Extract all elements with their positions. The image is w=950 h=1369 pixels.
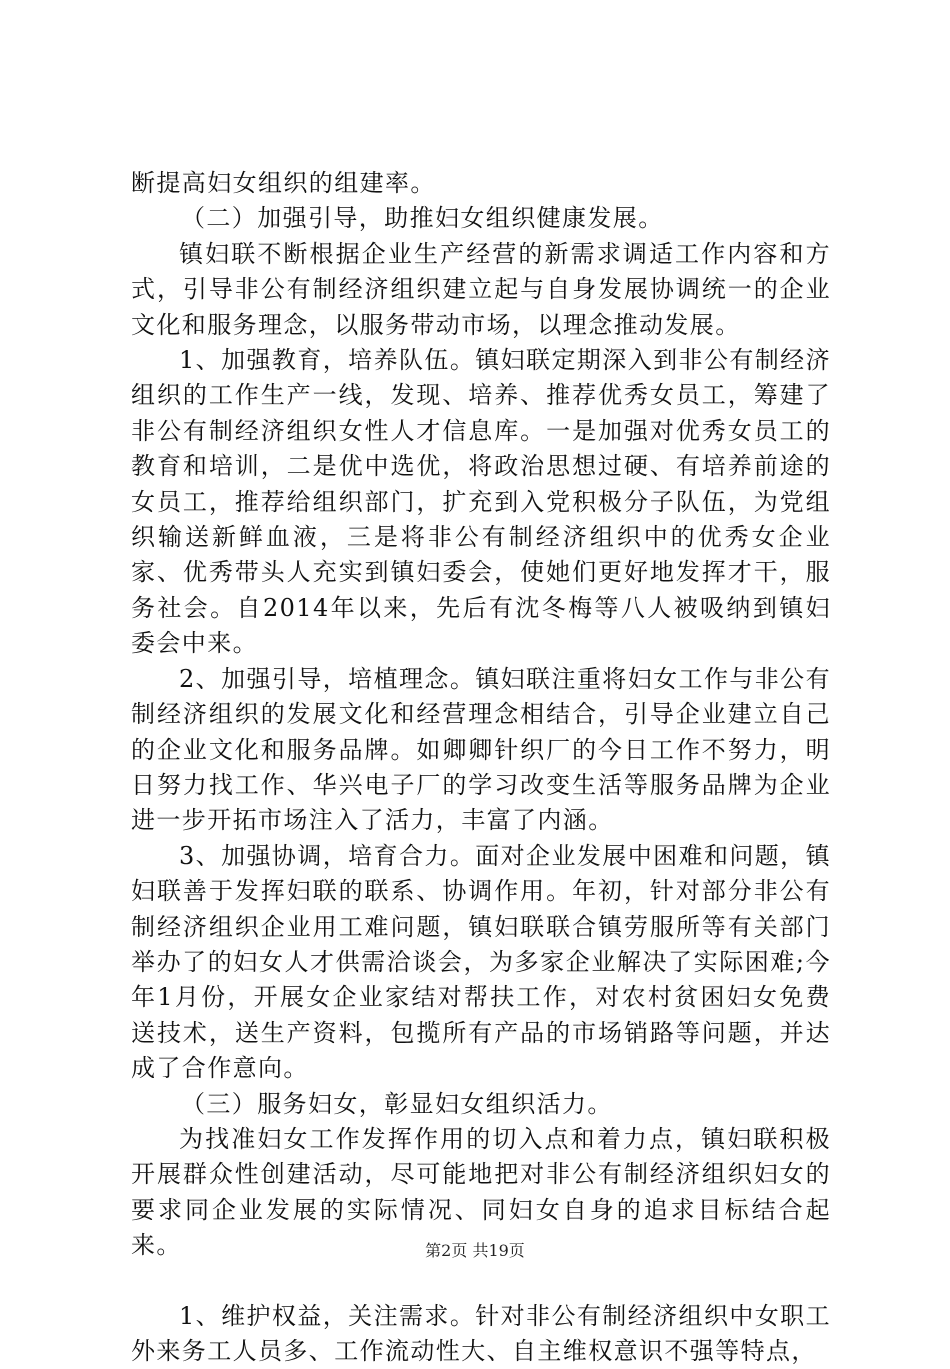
paragraph-coordination: 3、加强协调，培育合力。面对企业发展中困难和问题，镇妇联善于发挥妇联的联系、协调作用。年初，针对部分非公有制经济组织企业用工难问题，镇妇联联合镇劳服所等有关部门举办了的妇女人才供需洽谈会，为多家企业解决了实际困难;今年1月份，开展女企业家结对帮扶工作，对农村贫困妇女免费送技术，送生产资料，包揽所有产品的市场销路等问题，并达成了合作意向。	[131, 841, 831, 1083]
paragraph-service-intro: 为找准妇女工作发挥作用的切入点和着力点，镇妇联积极开展群众性创建活动，尽可能地把对非公有制经济组织妇女的要求同企业发展的实际情况、同妇女自身的追求目标结合起来。	[131, 1124, 831, 1260]
paragraph-rights: 1、维护权益，关注需求。针对非公有制经济组织中女职工外来务工人员多、工作流动性大、自主维权意识不强等特点，	[131, 1301, 831, 1365]
paragraph-spacer	[131, 1264, 831, 1299]
page-footer: 第2页 共19页	[425, 1241, 525, 1260]
document-body	[131, 166, 831, 1369]
paragraph-education: 1、加强教育，培养队伍。镇妇联定期深入到非公有制经济组织的工作生产一线，发现、培养、推荐优秀女员工，筹建了非公有制经济组织女性人才信息库。一是加强对优秀女员工的教育和培训，二是优中选优，将政治思想过硬、有培养前途的女员工，推荐给组织部门，扩充到入党积极分子队伍，为党组织输送新鲜血液，三是将非公有制经济组织中的优秀女企业家、优秀带头人充实到镇妇委会，使她们更好地发挥才干，服务社会。自2014年以来，先后有沈冬梅等八人被吸纳到镇妇委会中来。	[131, 346, 831, 658]
section-heading-3: （三）服务妇女，彰显妇女组织活力。	[181, 1089, 613, 1118]
paragraph-continuation: 断提高妇女组织的组建率。	[131, 169, 436, 197]
paragraph-guidance: 2、加强引导，培植理念。镇妇联注重将妇女工作与非公有制经济组织的发展文化和经营理念相结合，引导企业建立自己的企业文化和服务品牌。如卿卿针织厂的今日工作不努力，明日努力找工作、华兴电子厂的学习改变生活等服务品牌为企业进一步开拓市场注入了活力，丰富了内涵。	[131, 664, 831, 835]
section-heading-2: （二）加强引导，助推妇女组织健康发展。	[181, 204, 664, 233]
paragraph-guidance-intro: 镇妇联不断根据企业生产经营的新需求调适工作内容和方式，引导非公有制经济组织建立起与自身发展协调统一的企业文化和服务理念，以服务带动市场，以理念推动发展。	[131, 239, 831, 339]
